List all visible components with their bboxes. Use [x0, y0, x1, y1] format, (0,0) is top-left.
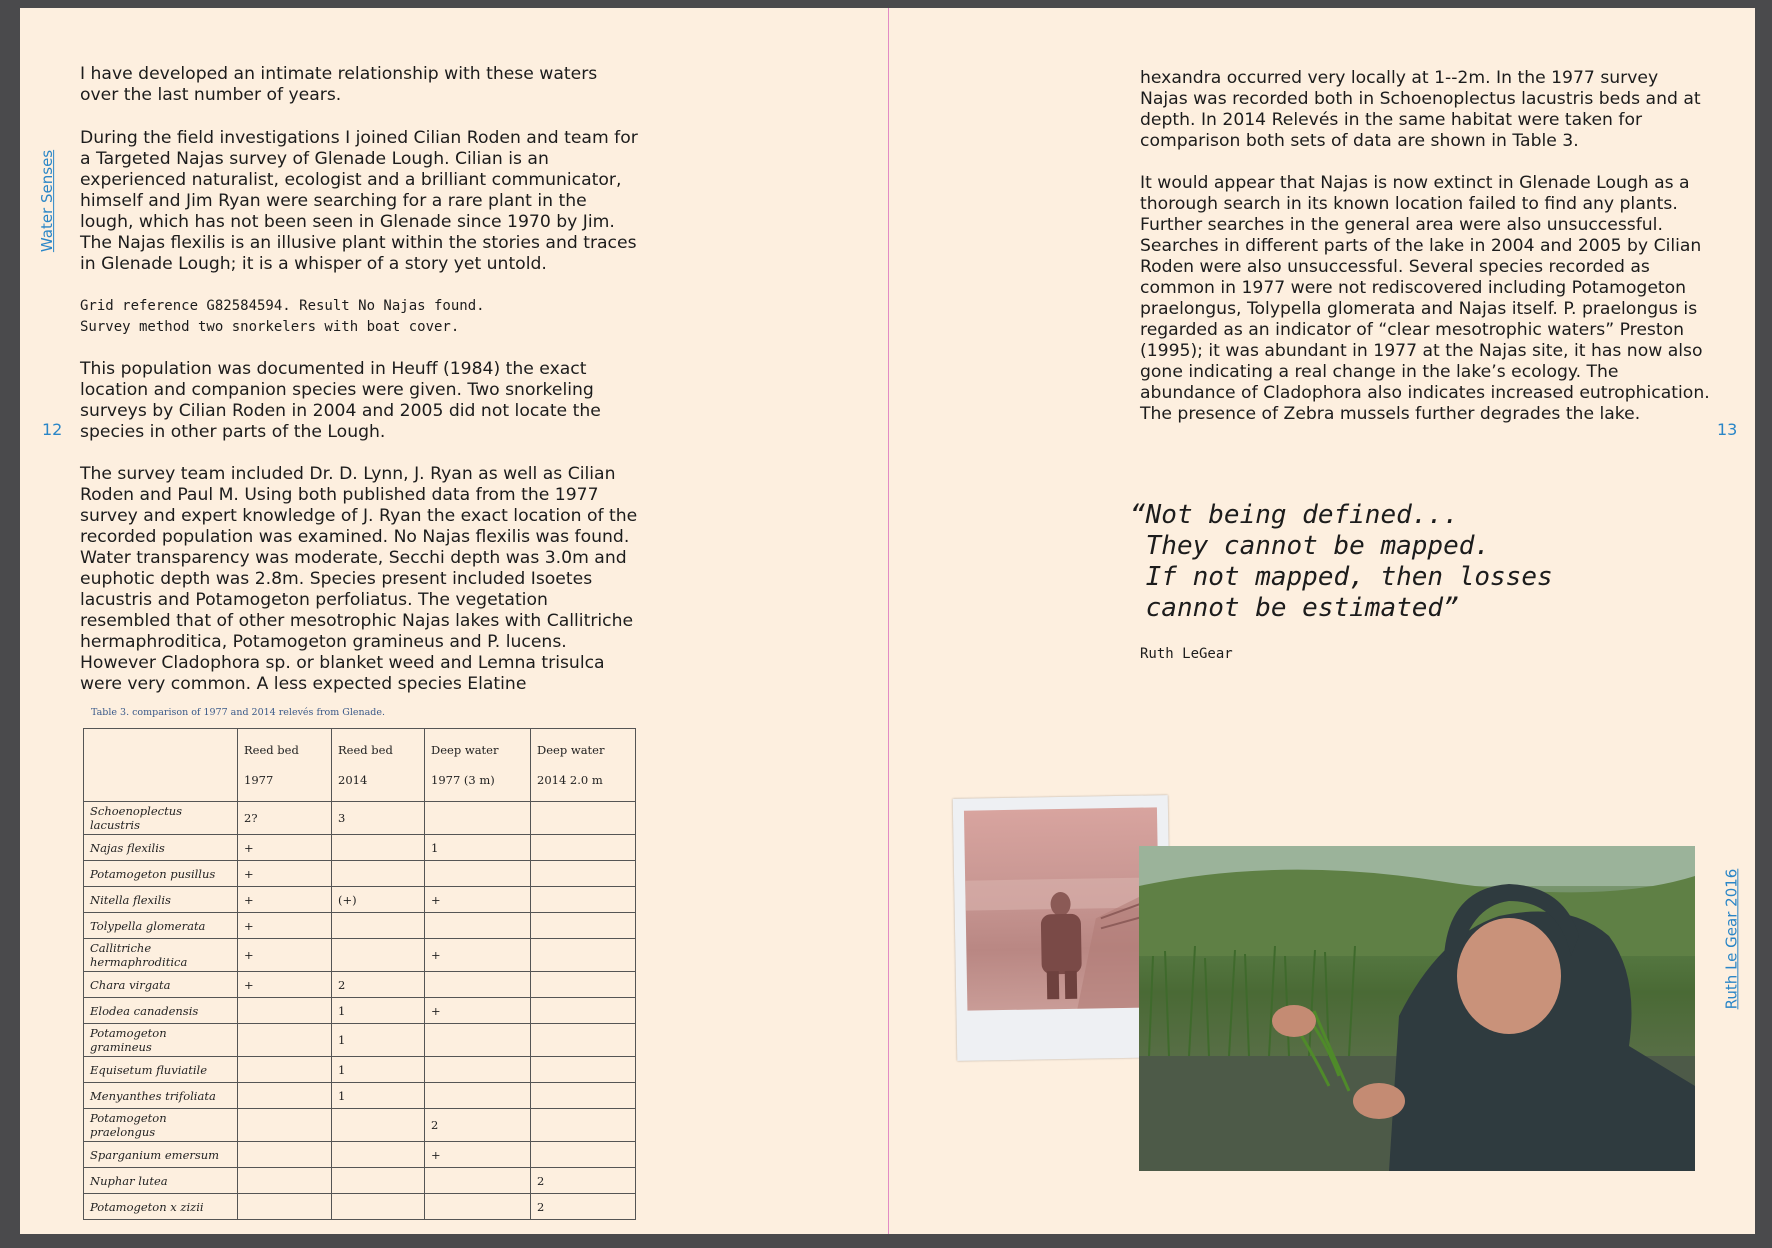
value-cell: [238, 1142, 332, 1168]
table-row: [84, 1109, 636, 1142]
value-cell: [425, 1024, 531, 1057]
species-cell: Nuphar lutea: [84, 1168, 238, 1194]
value-cell: [332, 913, 425, 939]
value-cell: [238, 1109, 332, 1142]
table-row: [84, 1142, 636, 1168]
value-cell: 2: [531, 1168, 636, 1194]
value-cell: [425, 1083, 531, 1109]
value-cell: [425, 972, 531, 998]
value-cell: [531, 835, 636, 861]
table-header-cell: Reed bed 2014: [332, 729, 425, 802]
quote-author: Ruth LeGear: [1140, 646, 1233, 662]
value-cell: [425, 913, 531, 939]
value-cell: 2?: [238, 802, 332, 835]
species-cell: Chara virgata: [84, 972, 238, 998]
species-cell: Callitriche hermaphroditica: [84, 939, 238, 972]
value-cell: 1: [332, 1083, 425, 1109]
table-row: [84, 1024, 636, 1057]
value-cell: [531, 861, 636, 887]
left-paragraph-3: This population was documented in Heuff (1984) the exact location and companion species were given. Two snorkeling surveys by Cilian Roden in 2004 and 2005 did not locate the species in other parts of the Lough.: [80, 359, 601, 442]
value-cell: [332, 1168, 425, 1194]
value-cell: +: [238, 861, 332, 887]
value-cell: [531, 802, 636, 835]
releves-table: [83, 728, 636, 1220]
value-cell: [332, 939, 425, 972]
page-gutter: [888, 8, 889, 1234]
value-cell: [238, 998, 332, 1024]
value-cell: +: [425, 887, 531, 913]
value-cell: 2: [531, 1194, 636, 1220]
right-paragraph-1: hexandra occurred very locally at 1--2m. In the 1977 survey Najas was recorded both in Schoenoplectus lacustris beds and at depth. In 2014 Relevés in the same habitat were taken for comparison both sets of data are shown in Table 3.: [1140, 68, 1701, 151]
value-cell: [425, 802, 531, 835]
value-cell: [425, 1168, 531, 1194]
value-cell: [238, 1168, 332, 1194]
value-cell: [425, 1057, 531, 1083]
table-row: [84, 861, 636, 887]
figure-on-pier-image: [964, 807, 1160, 1010]
value-cell: 3: [332, 802, 425, 835]
value-cell: 2: [425, 1109, 531, 1142]
species-cell: Sparganium emersum: [84, 1142, 238, 1168]
species-cell: Potamogeton praelongus: [84, 1109, 238, 1142]
right-page-number: 13: [1717, 420, 1738, 439]
value-cell: [238, 1194, 332, 1220]
pull-quote: “Not being defined... They cannot be mapped. If not mapped, then losses cannot be estimated”: [1130, 500, 1553, 623]
diver-photo: [1139, 846, 1695, 1171]
value-cell: [238, 1083, 332, 1109]
table-row: [84, 998, 636, 1024]
value-cell: [531, 913, 636, 939]
value-cell: 2: [332, 972, 425, 998]
value-cell: [425, 861, 531, 887]
left-paragraph-4: The survey team included Dr. D. Lynn, J. Ryan as well as Cilian Roden and Paul M. Using both published data from the 1977 survey and expert knowledge of J. Ryan the exact location of the recorded population was examined. No Najas flexilis was found. Water transparency was moderate, Secchi depth was 3.0m and euphotic depth was 2.8m. Species present included Isoetes lacustris and Potamogeton perfoliatus. The vegetation resembled that of other mesotrophic Najas lakes with Callitriche hermaphroditica, Potamogeton gramineus and P. lucens. However Cladophora sp. or blanket weed and Lemna trisulca were very common. A less expected species Elatine: [80, 464, 638, 694]
value-cell: +: [238, 972, 332, 998]
value-cell: [238, 1057, 332, 1083]
value-cell: 1: [332, 1057, 425, 1083]
table-header-row: [84, 729, 636, 802]
table-row: [84, 1168, 636, 1194]
polaroid-image: [964, 807, 1160, 1010]
table-header-cell: Deep water 1977 (3 m): [425, 729, 531, 802]
value-cell: [332, 1109, 425, 1142]
species-cell: Najas flexilis: [84, 835, 238, 861]
grid-reference: Grid reference G82584594. Result No Najas found.: [80, 298, 485, 314]
value-cell: (+): [332, 887, 425, 913]
table-row: [84, 913, 636, 939]
species-cell: Elodea canadensis: [84, 998, 238, 1024]
table-row: [84, 887, 636, 913]
value-cell: [531, 998, 636, 1024]
value-cell: +: [425, 998, 531, 1024]
diver-with-plant-image: [1139, 846, 1695, 1171]
left-side-label[interactable]: Water Senses: [38, 149, 57, 253]
value-cell: [531, 1083, 636, 1109]
table-row: [84, 1057, 636, 1083]
left-paragraph-2: During the field investigations I joined Cilian Roden and team for a Targeted Najas survey of Glenade Lough. Cilian is an experienced naturalist, ecologist and a brilliant communicator, himself and Jim Ryan were searching for a rare plant in the lough, which has not been seen in Glenade since 1970 by Jim. The Najas flexilis is an illusive plant within the stories and traces in Glenade Lough; it is a whisper of a story yet untold.: [80, 128, 638, 274]
table-header-cell: Deep water 2014 2.0 m: [531, 729, 636, 802]
value-cell: [332, 861, 425, 887]
species-cell: Schoenoplectus lacustris: [84, 802, 238, 835]
table-caption: Table 3. comparison of 1977 and 2014 relevés from Glenade.: [91, 707, 386, 718]
value-cell: [238, 1024, 332, 1057]
table-header-cell: [84, 729, 238, 802]
species-cell: Nitella flexilis: [84, 887, 238, 913]
value-cell: [332, 835, 425, 861]
value-cell: 1: [425, 835, 531, 861]
right-side-label[interactable]: Ruth Le Gear 2016: [1722, 868, 1741, 1010]
value-cell: +: [425, 939, 531, 972]
table-row: [84, 802, 636, 835]
species-cell: Potamogeton x zizii: [84, 1194, 238, 1220]
species-cell: Potamogeton gramineus: [84, 1024, 238, 1057]
right-paragraph-2: It would appear that Najas is now extinct in Glenade Lough as a thorough search in its known location failed to find any plants. Further searches in the general area were also unsuccessful. Searches in different parts of the lake in 2004 and 2005 by Cilian Roden were also unsuccessful. Several species recorded as common in 1977 were not rediscovered including Potamogeton praelongus, Tolypella glomerata and Najas itself. P. praelongus is regarded as an indicator of “clear mesotrophic waters” Preston (1995); it was abundant in 1977 at the Najas site, it has now also gone indicating a real change in the lake’s ecology. The abundance of Cladophora also indicates increased eutrophication. The presence of Zebra mussels further degrades the lake.: [1140, 173, 1710, 424]
value-cell: [531, 939, 636, 972]
table-row: [84, 972, 636, 998]
value-cell: [531, 1057, 636, 1083]
table-row: [84, 835, 636, 861]
left-page-number: 12: [42, 420, 63, 439]
value-cell: [531, 1024, 636, 1057]
value-cell: +: [238, 913, 332, 939]
species-cell: Tolypella glomerata: [84, 913, 238, 939]
value-cell: +: [238, 939, 332, 972]
value-cell: [531, 972, 636, 998]
table-row: [84, 1194, 636, 1220]
survey-method: Survey method two snorkelers with boat cover.: [80, 319, 460, 335]
value-cell: 1: [332, 998, 425, 1024]
value-cell: [425, 1194, 531, 1220]
species-cell: Equisetum fluviatile: [84, 1057, 238, 1083]
value-cell: [531, 887, 636, 913]
value-cell: +: [238, 835, 332, 861]
table-row: [84, 939, 636, 972]
value-cell: [531, 1142, 636, 1168]
value-cell: +: [238, 887, 332, 913]
value-cell: [332, 1194, 425, 1220]
species-cell: Potamogeton pusillus: [84, 861, 238, 887]
value-cell: 1: [332, 1024, 425, 1057]
value-cell: +: [425, 1142, 531, 1168]
table-header-cell: Reed bed 1977: [238, 729, 332, 802]
value-cell: [531, 1109, 636, 1142]
value-cell: [332, 1142, 425, 1168]
left-paragraph-1: I have developed an intimate relationship with these waters over the last number of years.: [80, 64, 598, 105]
species-cell: Menyanthes trifoliata: [84, 1083, 238, 1109]
table-row: [84, 1083, 636, 1109]
